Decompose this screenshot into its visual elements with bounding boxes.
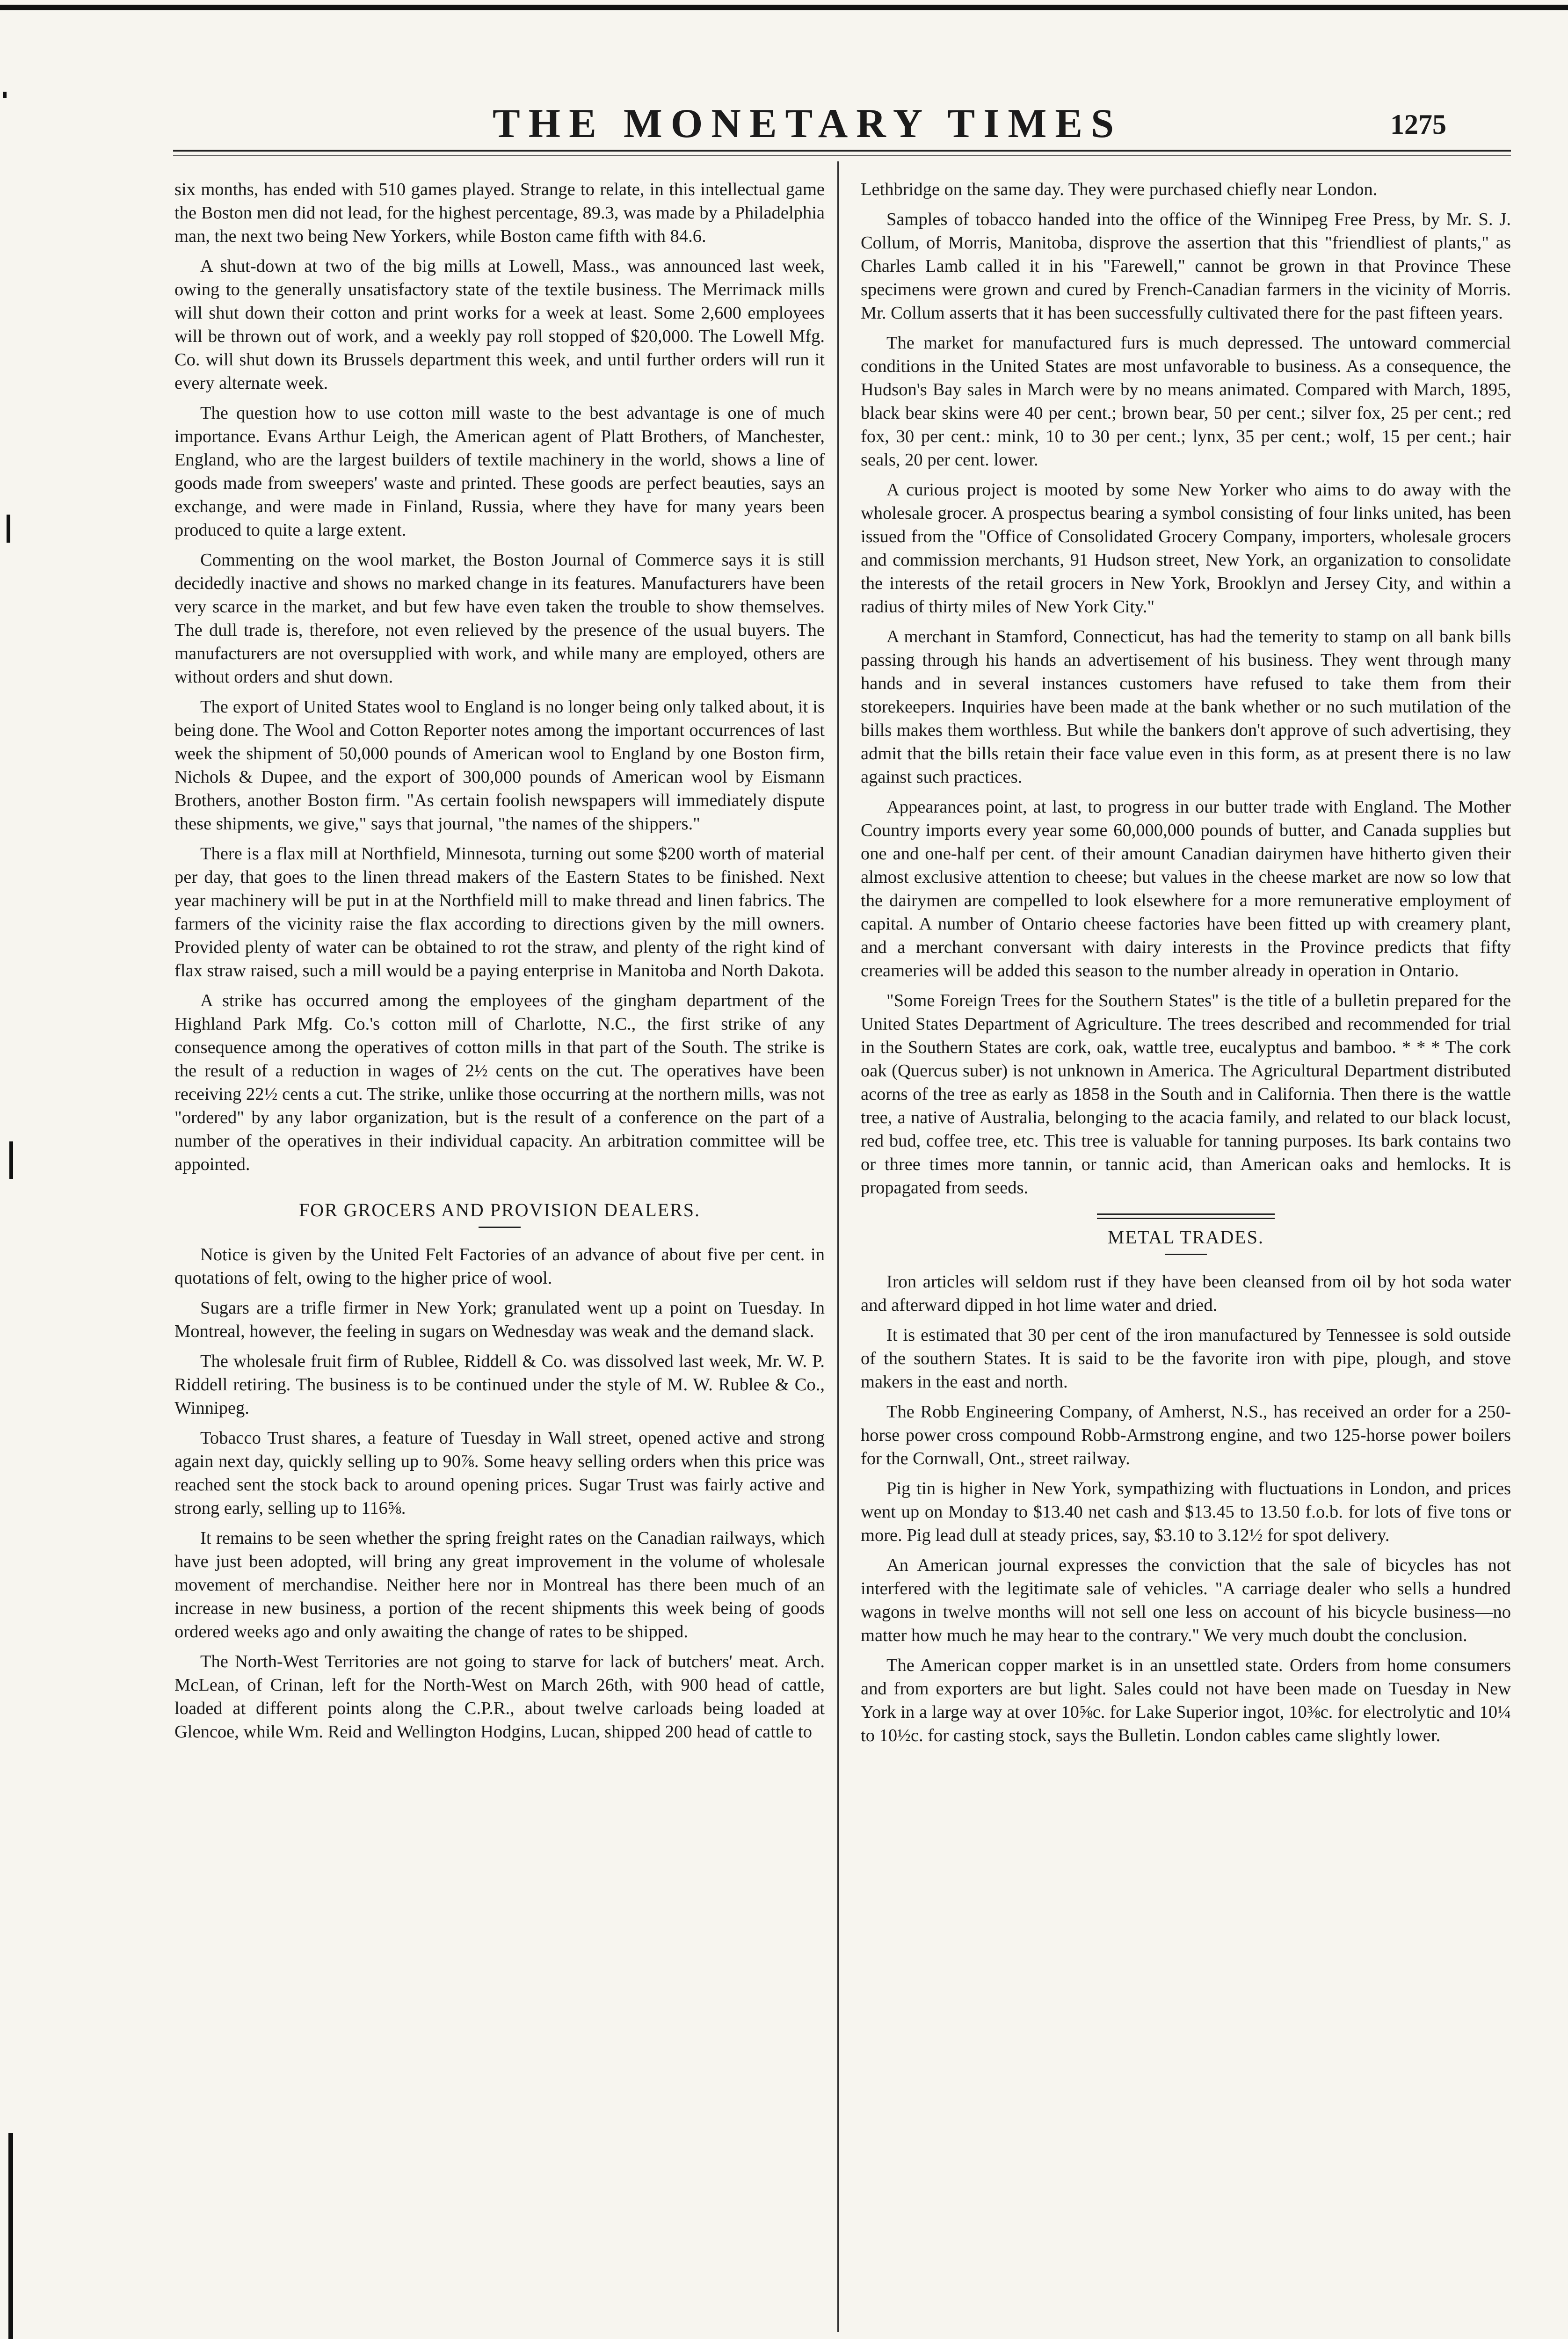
section-rule [479,1227,521,1228]
section-double-rule [1097,1213,1275,1219]
section-heading-grocers: FOR GROCERS AND PROVISION DEALERS. [298,1199,701,1220]
article-paragraph: The wholesale fruit firm of Rublee, Riddell & Co. was dissolved last week, Mr. W. P. Riddell retiring. The business is to be continued under the style of M. W. Rublee & Co., Winnipeg. [174,1351,825,1418]
publication-title: THE MONETARY TIMES [492,101,1123,146]
article-paragraph: Sugars are a trifle firmer in New York; granulated went up a point on Tuesday. In Montreal, however, the feeling in sugars on Wednesday was weak and the demand slack. [174,1298,825,1341]
article-paragraph: six months, has ended with 510 games played. Strange to relate, in this intellectual game the Boston men did not lead, for the highest percentage, 89.3, was made by a Philadelphia man, the next two being New Yorkers, while Boston came fifth with 84.6. [174,180,825,246]
top-border-rule [0,5,1568,10]
article-paragraph: Iron articles will seldom rust if they have been cleansed from oil by hot soda water and afterward dipped in hot lime water and dried. [861,1272,1511,1315]
margin-mark [7,515,10,543]
article-paragraph: Lethbridge on the same day. They were purchased chiefly near London. [861,180,1378,199]
margin-speck [3,92,7,98]
article-paragraph: A curious project is mooted by some New Yorker who aims to do away with the wholesale grocer. A prospectus bearing a symbol consisting of four links united, has been issued from the "Office of Consolidated Grocery Company, importers, wholesale grocers and commission merchants, 91 Hudson street, New York, an organization to consolidate the interests of the retail grocers in New York, Brooklyn and Jersey City, and within a radius of thirty miles of New York City." [861,480,1511,617]
article-paragraph: The market for manufactured furs is much depressed. The untoward commercial conditions in the United States are most unfavorable to business. As a consequence, the Hudson's Bay sales in March were by no means animated. Compared with March, 1895, black bear skins were 40 per cent.; brown bear, 50 per cent.; silver fox, 25 per cent.; red fox, 30 per cent.: mink, 10 to 30 per cent.; lynx, 35 per cent.; wolf, 15 per cent.; hair seals, 20 per cent. lower. [861,333,1511,470]
article-paragraph: There is a flax mill at Northfield, Minnesota, turning out some $200 worth of material per day, that goes to the linen thread makers of the Eastern States to be finished. Next year machinery will be put in at the Northfield mill to make thread and linen fabrics. The farmers of the vicinity raise the flax according to directions given by the mill owners. Provided plenty of water can be obtained to rot the straw, and plenty of the right kind of flax straw raised, such a mill would be a paying enterprise in Manitoba and North Dakota. [174,844,825,981]
article-paragraph: The American copper market is in an unsettled state. Orders from home consumers and from exporters are but light. Sales could not have been made on Tuesday in New York in a large way at over 10⅝c. for Lake Superior ingot, 10⅜c. for electrolytic and 10¼ to 10½c. for casting stock, says the Bulletin. London cables came slightly lower. [861,1656,1511,1745]
section-heading-metal: METAL TRADES. [1108,1227,1264,1248]
header-rule-thin [173,155,1511,156]
article-paragraph: A merchant in Stamford, Connecticut, has had the temerity to stamp on all bank bills passing through his hands an advertisement of his business. They went through many hands and in several instances customers have refused to take them from their storekeepers. Inquiries have been made at the bank whether or no such mutilation of the bills makes them worthless. But while the bankers don't approve of such advertising, they admit that the bills retain their face value even in this form, as at present there is no law against such practices. [861,627,1511,787]
article-paragraph: It is estimated that 30 per cent of the iron manufactured by Tennessee is sold outside of the southern States. It is said to be the favorite iron with pipe, plough, and stove makers in the east and north. [861,1325,1511,1392]
article-paragraph: Pig tin is higher in New York, sympathizing with fluctuations in London, and prices went up on Monday to $13.40 net cash and $13.45 to 13.50 f.o.b. for lots of five tons or more. Pig lead dull at steady prices, say, $3.10 to 3.12½ for spot delivery. [861,1479,1511,1545]
article-paragraph: The export of United States wool to England is no longer being only talked about, it is being done. The Wool and Cotton Reporter notes among the important occurrences of last week the shipment of 50,000 pounds of American wool to England by one Boston firm, Nichols & Dupee, and the export of 300,000 pounds of American wool by Eismann Brothers, another Boston firm. "As certain foolish newspapers will immediately dispute these shipments, we give," says that journal, "the names of the shippers." [174,697,825,834]
article-paragraph: Samples of tobacco handed into the office of the Winnipeg Free Press, by Mr. S. J. Collum, of Morris, Manitoba, disprove the assertion that this "friendliest of plants," as Charles Lamb called it in his "Farewell," cannot be grown in that Province These specimens were grown and cured by French-Canadian farmers in the vicinity of Morris. Mr. Collum asserts that it has been successfully cultivated there for the past fifteen years. [861,210,1511,323]
left-column [174,178,825,1750]
margin-mark [9,1141,13,1179]
article-paragraph: Appearances point, at last, to progress in our butter trade with England. The Mother Country imports every year some 60,000,000 pounds of butter, and Canada supplies but one and one-half per cent. of their amount Canadian dairymen have hitherto given their almost exclusive attention to cheese; but values in the cheese market are now so low that the dairymen are compelled to look elsewhere for a more remunerative employment of capital. A number of Ontario cheese factories have been fitted up with creamery plant, and a merchant conversant with dairy interests in the Province predicts that fifty creameries will be added this season to the number already in operation in Ontario. [861,797,1511,981]
article-paragraph: It remains to be seen whether the spring freight rates on the Canadian railways, which have just been adopted, will bring any great improvement in the volume of wholesale movement of merchandise. Neither here nor in Montreal has there been much of an increase in new business, a portion of the recent shipments this week being of goods ordered weeks ago and only awaiting the change of rates to be shipped. [174,1528,825,1642]
right-column [861,178,1511,1754]
article-paragraph: The question how to use cotton mill waste to the best advantage is one of much importance. Evans Arthur Leigh, the American agent of Platt Brothers, of Manchester, England, who are the largest builders of textile machinery in the world, shows a line of goods made from sweepers' waste and printed. These goods are perfect beauties, says an exchange, and were made in Finland, Russia, where they have for many years been produced to quite a large extent. [174,403,825,540]
page-number: 1275 [1390,109,1446,140]
margin-bar [8,2133,13,2339]
masthead [168,103,1446,145]
column-divider [837,161,839,2332]
article-paragraph: A strike has occurred among the employees of the gingham department of the Highland Park Mfg. Co.'s cotton mill of Charlotte, N.C., the first strike of any consequence among the operatives of cotton mills in that part of the South. The strike is the result of a reduction in wages of 2½ cents on the cut. The operatives have been receiving 22½ cents a cut. The strike, unlike those occurring at the northern mills, was not "ordered" by any labor organization, but is the result of a conference on the part of a number of the operatives in their individual capacity. An arbitration committee will be appointed. [174,991,825,1174]
article-paragraph: Commenting on the wool market, the Boston Journal of Commerce says it is still decidedly inactive and shows no marked change in its features. Manufacturers have been very scarce in the market, and but few have even taken the trouble to show themselves. The dull trade is, therefore, not even relieved by the presence of the usual buyers. The manufacturers are not oversupplied with work, and while many are employed, others are without orders and shut down. [174,550,825,687]
article-paragraph: The Robb Engineering Company, of Amherst, N.S., has received an order for a 250-horse power cross compound Robb-Armstrong engine, and two 125-horse power boilers for the Cornwall, Ont., street railway. [861,1402,1511,1468]
header-rule [173,150,1511,152]
section-rule [1165,1254,1207,1255]
article-paragraph: Notice is given by the United Felt Factories of an advance of about five per cent. in quotations of felt, owing to the higher price of wool. [174,1245,825,1288]
article-paragraph: The North-West Territories are not going to starve for lack of butchers' meat. Arch. McLean, of Crinan, left for the North-West on March 26th, with 900 head of cattle, loaded at different points along the C.P.R., about twelve carloads being loaded at Glencoe, while Wm. Reid and Wellington Hodgins, Lucan, shipped 200 head of cattle to [174,1652,825,1742]
article-paragraph: Tobacco Trust shares, a feature of Tuesday in Wall street, opened active and strong again next day, quickly selling up to 90⅞. Some heavy selling orders when this price was reached sent the stock back to around opening prices. Sugar Trust was fairly active and strong early, selling up to 116⅝. [174,1428,825,1518]
article-paragraph: An American journal expresses the conviction that the sale of bicycles has not interfered with the legitimate sale of vehicles. "A carriage dealer who sells a hundred wagons in twelve months will not sell one less on account of his bicycle business—no matter how much he may hear to the contrary." We very much doubt the conclusion. [861,1555,1511,1645]
article-paragraph: A shut-down at two of the big mills at Lowell, Mass., was announced last week, owing to the generally unsatisfactory state of the textile business. The Merrimack mills will shut down their cotton and print works for a week at least. Some 2,600 employees will be thrown out of work, and a weekly pay roll stopped of $20,000. The Lowell Mfg. Co. will shut down its Brussels department this week, and until further orders will run it every alternate week. [174,256,825,393]
article-paragraph: "Some Foreign Trees for the Southern States" is the title of a bulletin prepared for the United States Department of Agriculture. The trees described and recommended for trial in the Southern States are cork, oak, wattle tree, eucalyptus and bamboo. * * * The cork oak (Quercus suber) is not unknown in America. The Agricultural Department distributed acorns of the tree as early as 1858 in the South and in California. Then there is the wattle tree, a native of Australia, belonging to the acacia family, and related to our black locust, red bud, coffee tree, etc. This tree is valuable for tanning purposes. Its bark contains two or three times more tannin, or tannic acid, than American oaks and hemlocks. It is propagated from seeds. [861,991,1511,1198]
